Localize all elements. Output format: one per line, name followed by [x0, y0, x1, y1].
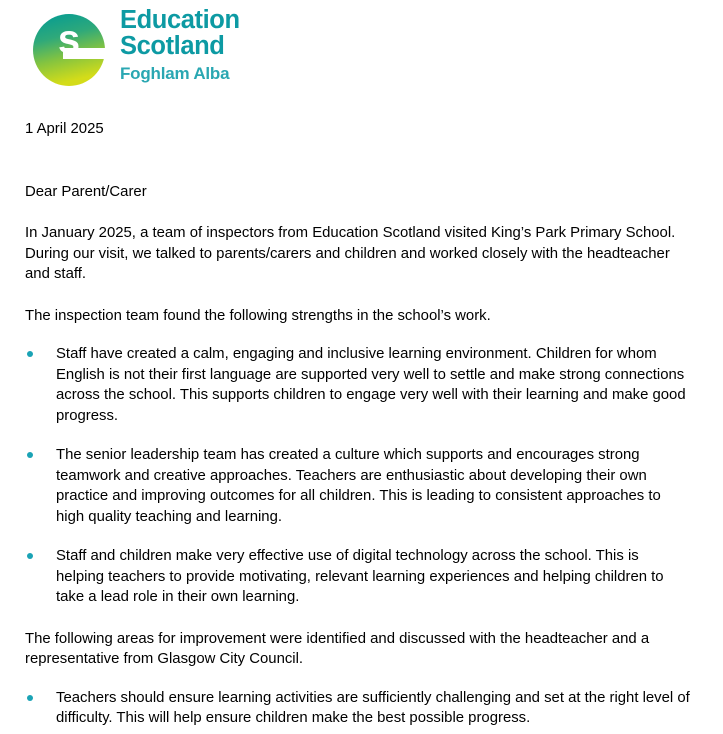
intro-paragraph: In January 2025, a team of inspectors from Education Scotland visited King’s Park Primary School. During our visit, we talked to parents/carers and children and worked closely with the headteacher and staff.	[25, 225, 676, 282]
strength-text: Staff and children make very effective use of digital technology across the school. This is helping teachers to provide motivating, relevant learning experiences and helping children to take a lead role in their own learning.	[56, 548, 664, 605]
list-item	[25, 546, 690, 608]
logo-wordmark	[120, 7, 240, 84]
strengths-list	[25, 344, 690, 608]
organisation-name-gaelic: Foghlam Alba	[120, 64, 230, 83]
list-item	[25, 445, 690, 527]
letterhead	[0, 0, 723, 100]
list-item	[25, 344, 690, 426]
strength-text: Staff have created a calm, engaging and inclusive learning environment. Children for whom English is not their first language are supported very well to settle and make strong connections across the school. This supports children to engage very well with their learning and make good progress.	[56, 346, 686, 424]
organisation-name-line-1: Education	[120, 6, 240, 34]
improvements-heading: The following areas for improvement were identified and discussed with the headteacher and a representative from Glasgow City Council.	[25, 630, 650, 667]
bullet-dot-icon	[27, 695, 33, 701]
svg-text:s: s	[57, 17, 81, 62]
list-item	[25, 688, 690, 729]
improvement-text: Teachers should ensure learning activities are sufficiently challenging and set at the right level of difficulty. This will help ensure children make the best possible progress.	[56, 689, 690, 726]
bullet-dot-icon	[27, 452, 33, 458]
organisation-name-line-2: Scotland	[120, 32, 225, 60]
letter-salutation: Dear Parent/Carer	[25, 183, 147, 200]
bullet-dot-icon	[27, 351, 33, 357]
strengths-heading: The inspection team found the following strengths in the school’s work.	[25, 307, 491, 324]
letter-date: 1 April 2025	[25, 121, 104, 137]
letter-body	[0, 119, 723, 729]
improvements-list	[25, 688, 690, 729]
education-scotland-logo-icon	[33, 8, 105, 92]
strength-text: The senior leadership team has created a culture which supports and encourages strong teamwork and creative approaches. Teachers are enthusiastic about developing their own practice and improving outcomes for all children. This is leading to consistent approaches to high quality teaching and learning.	[56, 447, 661, 525]
bullet-dot-icon	[27, 553, 33, 559]
